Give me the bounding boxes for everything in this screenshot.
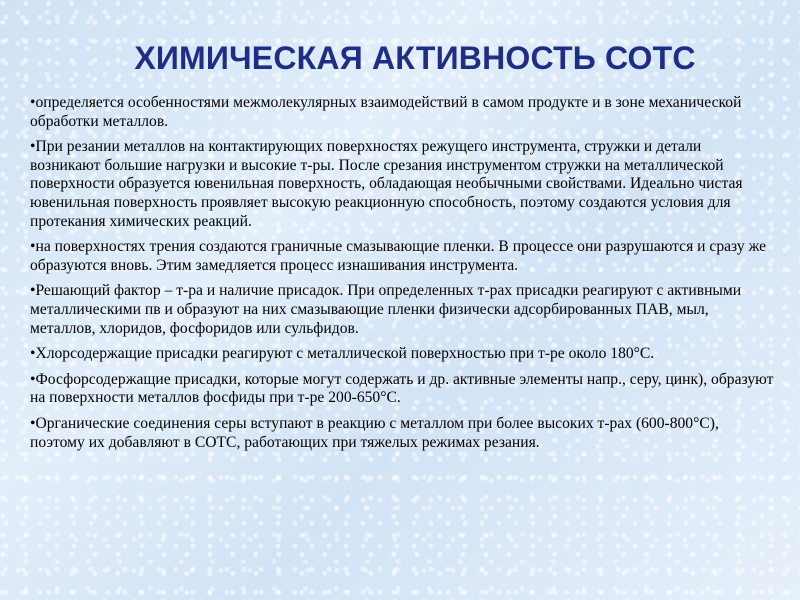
bullet-text: Хлорсодержащие присадки реагируют с металлической поверхностью при т-ре около 180°С. [35,345,655,363]
bullet-text: Решающий фактор – т-ра и наличие присадок. При определенных т-рах присадки реагируют с активными металлическими пв и образуют на них смазывающие пленки физически адсорбированных ПАВ, мыл, металлов, хлоридов, фосфоридов или сульфидов. [30,282,742,337]
slide-title: ХИМИЧЕСКАЯ АКТИВНОСТЬ СОТС [134,40,696,76]
bullet-item [30,345,775,364]
bullet-icon: • [30,370,36,388]
bullet-icon: • [30,94,36,111]
bullet-icon: • [30,138,36,156]
bullet-item [30,282,775,338]
bullet-item [30,94,775,131]
bullet-item [30,415,775,452]
bullet-text: При резании металлов на контактирующих поверхностях режущего инструмента, стружки и детали возникают большие нагрузки и высокие т-ры. После срезания инструментом стружки на металлической поверхности образуется ювенильная поверхность, обладающая необычными свойствами. Идеально чистая ювенильная поверхность проявляет высокую реакционную способность, поэтому создаются условия для протекания химических реакций. [30,138,743,230]
bullet-text: определяется особенностями межмолекулярных взаимодействий в самом продукте и в зоне механической обработки металлов. [30,94,742,130]
bullet-icon: • [30,345,36,363]
bullet-list [30,94,775,459]
bullet-item [30,138,775,231]
bullet-icon: • [30,414,36,432]
bullet-text: Органические соединения серы вступают в реакцию с металлом при более высоких т-рах (600-800°С), поэтому их добавляют в СОТС, работающих при тяжелых режимах резания. [30,414,719,451]
bullet-icon: • [30,282,36,300]
bullet-text: на поверхностях трения создаются граничные смазывающие пленки. В процессе они разрушаются и сразу же образуются вновь. Этим замедляется процесс изнашивания инструмента. [30,238,767,274]
bullet-item [30,371,775,408]
bullet-item [30,238,775,275]
bullet-icon: • [30,238,36,256]
bullet-text: Фосфорсодержащие присадки, которые могут содержать и др. активные элементы напр., серу, цинк), образуют на поверхности металлов фосфиды при т-ре 200-650°С. [30,370,774,407]
